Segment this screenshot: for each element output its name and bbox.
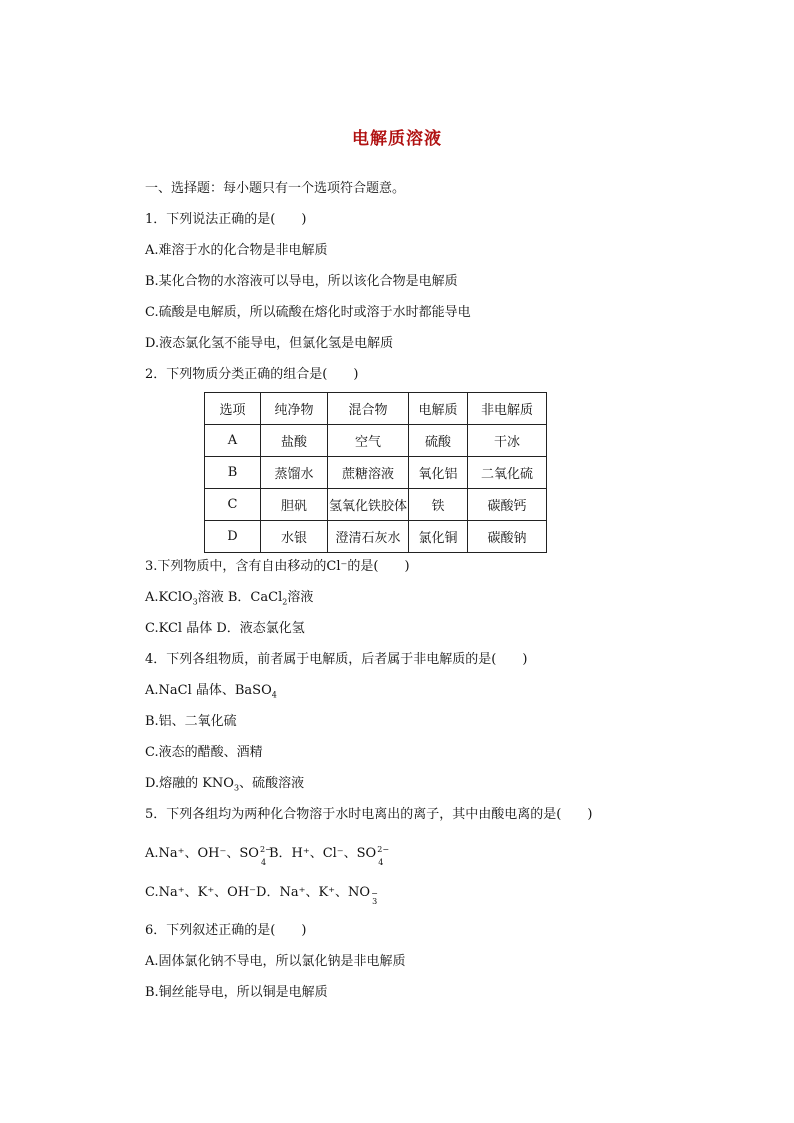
option-a-text: A.NaCl 晶体、BaSO <box>145 683 272 698</box>
question-4-option-b: B.铝、二氧化硫 <box>145 714 237 729</box>
table-cell: 蔗糖溶液 <box>328 457 409 489</box>
table-row <box>205 457 547 489</box>
table-row <box>205 489 547 521</box>
sulfate-charge <box>259 845 272 867</box>
question-5-options-ab <box>145 845 390 867</box>
question-4-option-a <box>145 682 277 700</box>
table-row <box>205 521 547 553</box>
option-d-text: D.熔融的 KNO <box>145 776 234 791</box>
option-a-text: A.Na⁺、OH⁻、SO <box>145 846 259 861</box>
option-a-text: A.KClO <box>145 590 193 605</box>
table-header-cell: 纯净物 <box>261 393 328 425</box>
question-3-options-ab <box>145 589 313 607</box>
section-heading: 一、选择题：每小题只有一个选项符合题意。 <box>145 181 406 196</box>
subscript: 4 <box>260 858 267 867</box>
question-5-options-cd <box>145 884 380 906</box>
option-b-text: B．H⁺、Cl⁻、SO <box>268 846 377 861</box>
charge-label: − <box>371 889 378 898</box>
table-cell: 硫酸 <box>409 425 468 457</box>
question-4-option-d <box>145 775 304 793</box>
subscript: 3 <box>233 783 240 793</box>
subscript: 2 <box>282 597 288 607</box>
option-cd-text: C.Na⁺、K⁺、OH⁻D．Na⁺、K⁺、NO <box>145 885 371 900</box>
table-cell: 水银 <box>261 521 328 553</box>
table-cell: A <box>205 425 261 457</box>
question-6-option-b: B.铜丝能导电，所以铜是电解质 <box>145 985 328 1000</box>
page-title: 电解质溶液 <box>352 129 442 149</box>
table-header-cell: 非电解质 <box>468 393 547 425</box>
nitrate-charge <box>370 884 380 906</box>
subscript: 4 <box>271 690 277 700</box>
option-b-suffix: 溶液 <box>287 590 314 605</box>
charge-label: 2− <box>377 845 390 854</box>
table-cell: 空气 <box>328 425 409 457</box>
table-cell: B <box>205 457 261 489</box>
sulfate-charge <box>376 845 390 867</box>
question-3-stem: 3.下列物质中，含有自由移动的Cl⁻的是( ) <box>145 559 410 574</box>
question-1-option-c: C.硫酸是电解质，所以硫酸在熔化时或溶于水时都能导电 <box>145 305 471 320</box>
table-cell: 蒸馏水 <box>261 457 328 489</box>
table-row <box>205 425 547 457</box>
classification-table <box>204 392 547 553</box>
question-6-stem: 6．下列叙述正确的是( ) <box>145 923 307 938</box>
table-cell: 二氧化硫 <box>468 457 547 489</box>
question-2-stem: 2．下列物质分类正确的组合是( ) <box>145 367 359 382</box>
question-1-option-d: D.液态氯化氢不能导电，但氯化氢是电解质 <box>145 336 394 351</box>
table-cell: 干冰 <box>468 425 547 457</box>
table-header-row <box>205 393 547 425</box>
question-1-stem: 1．下列说法正确的是( ) <box>145 212 307 227</box>
table-cell: 氢氧化铁胶体 <box>328 489 409 521</box>
table-header-cell: 选项 <box>205 393 261 425</box>
question-5-stem: 5．下列各组均为两种化合物溶于水时电离出的离子，其中由酸电离的是( ) <box>145 807 593 822</box>
question-1-option-b: B.某化合物的水溶液可以导电，所以该化合物是电解质 <box>145 274 458 289</box>
table-header-cell: 电解质 <box>409 393 468 425</box>
question-4-option-c: C.液态的醋酸、酒精 <box>145 745 263 760</box>
table-cell: 氧化铝 <box>409 457 468 489</box>
subscript: 4 <box>378 858 384 867</box>
option-b-text: 溶液 B．CaCl <box>197 590 283 605</box>
table-cell: 氯化铜 <box>409 521 468 553</box>
subscript: 3 <box>372 897 378 906</box>
table-cell: C <box>205 489 261 521</box>
table-cell: 铁 <box>409 489 468 521</box>
question-1-option-a: A.难溶于水的化合物是非电解质 <box>145 243 328 258</box>
question-4-stem: 4．下列各组物质，前者属于电解质，后者属于非电解质的是( ) <box>145 652 528 667</box>
table-cell: 盐酸 <box>261 425 328 457</box>
table-cell: 碳酸钠 <box>468 521 547 553</box>
table-cell: 胆矾 <box>261 489 328 521</box>
option-d-suffix: 、硫酸溶液 <box>239 776 305 791</box>
subscript: 3 <box>192 597 198 607</box>
table-header-cell: 混合物 <box>328 393 409 425</box>
question-6-option-a: A.固体氯化钠不导电，所以氯化钠是非电解质 <box>145 954 406 969</box>
charge-label: 2− <box>259 845 272 854</box>
question-3-options-cd: C.KCl 晶体 D．液态氯化氢 <box>145 621 305 636</box>
table-cell: D <box>205 521 261 553</box>
table-cell: 澄清石灰水 <box>328 521 409 553</box>
table-cell: 碳酸钙 <box>468 489 547 521</box>
